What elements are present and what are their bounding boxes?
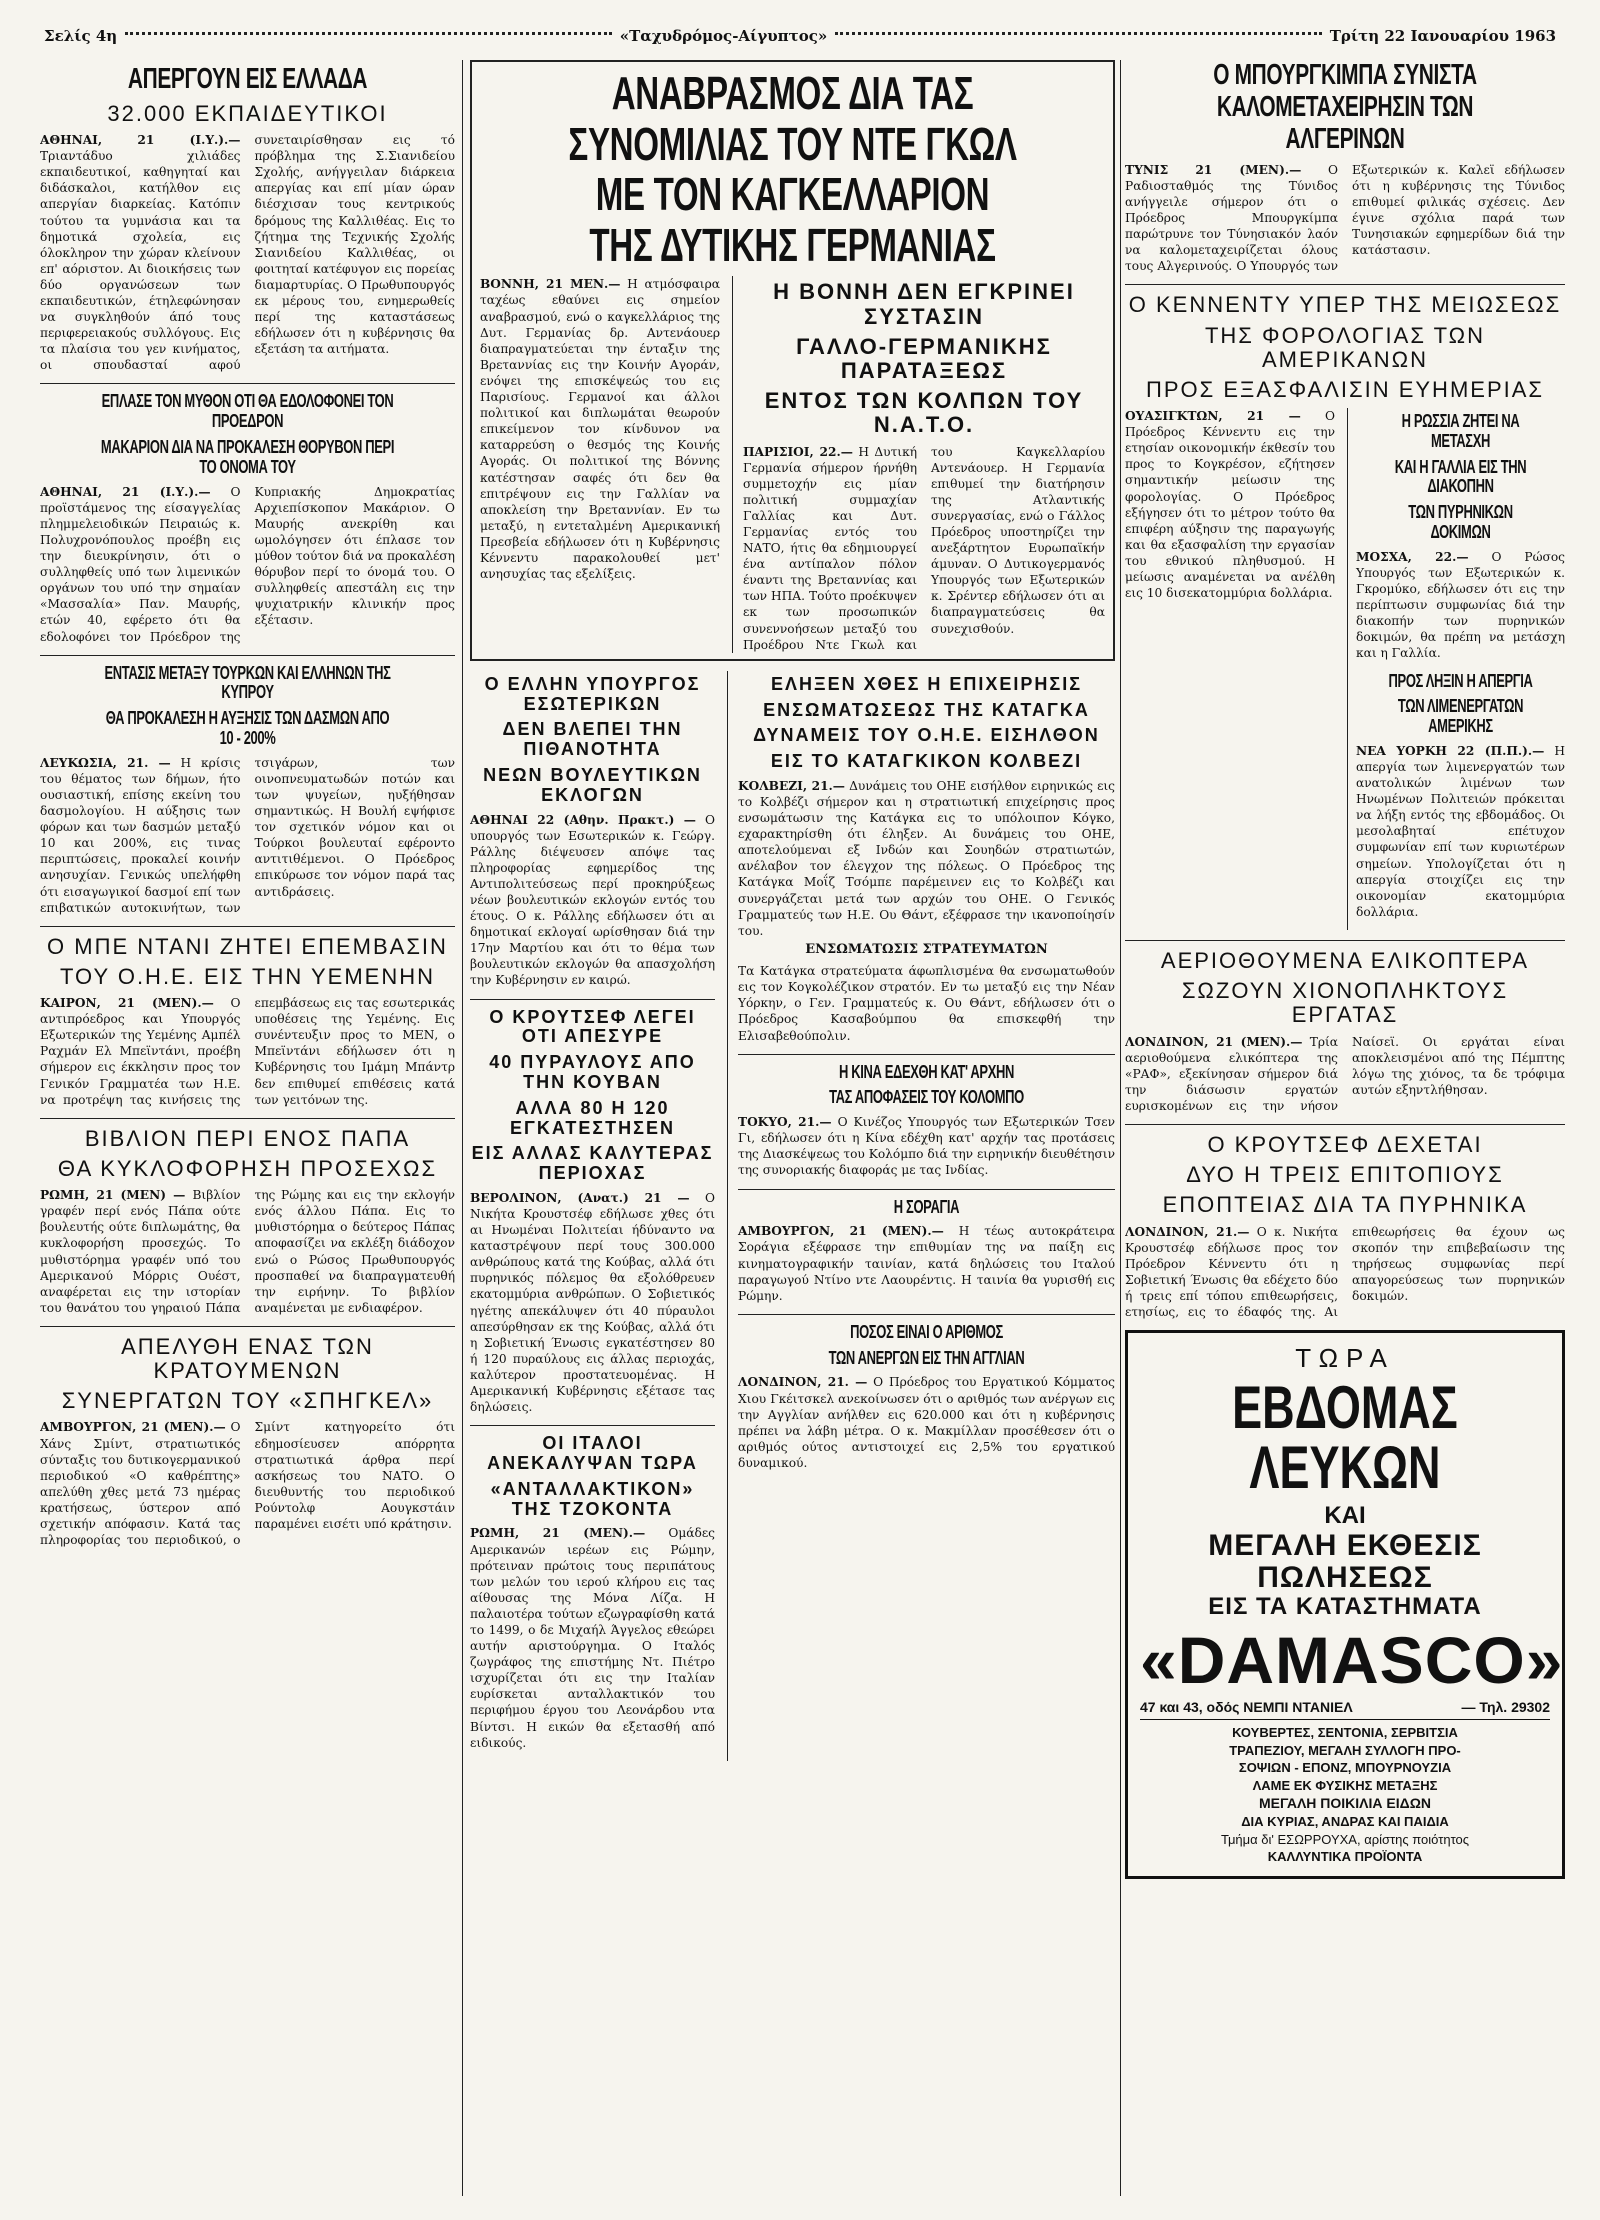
side-articles: [1347, 408, 1565, 930]
section-rule: [470, 999, 715, 1000]
section-rule: [470, 1425, 715, 1426]
article-body: [40, 1187, 455, 1316]
article-headline: ΑΛΛΑ 80 Η 120 ΕΓΚΑΤΕΣΤΗΣΕΝ: [510, 1097, 675, 1138]
article-dateline: ΑΘΗΝΑΙ 22 (Αθην. Πρακτ.) —: [470, 812, 696, 827]
article-dateline: ΟΥΑΣΙΓΚΤΩΝ, 21 —: [1125, 409, 1301, 424]
article-body: [743, 444, 1105, 653]
ad-address: 47 και 43, οδός ΝΕΜΠΙ ΝΤΑΝΙΕΛ: [1140, 1699, 1353, 1716]
article-khrushchev-missiles: [470, 1008, 715, 1416]
article-body: [40, 484, 455, 645]
article-text: Ο Ρώσος Υπουργός των Εξωτερικών κ. Γκρομύκο, εδήλωσεν ότι εις την περίπτωσιν συμφωνίας διά την διακοπήν των πυρηνικών δοκιμών, θα πρέπη να μετάσχη και η Γαλλία.: [1356, 549, 1565, 661]
article-dateline: ΝΕΑ ΥΟΡΚΗ 22 (Π.Π.).—: [1356, 743, 1545, 758]
ad-line: ΚΑΙ: [1324, 1502, 1366, 1530]
article-dateline: ΤΥΝΙΣ 21 (ΜΕΝ).—: [1125, 162, 1302, 177]
article-body: [40, 1419, 455, 1548]
article-headline: ΔΕΝ ΒΛΕΠΕΙ ΤΗΝ ΠΙΘΑΝΟΤΗΤΑ: [502, 719, 683, 760]
article-headline: ΕΝΤΟΣ ΤΩΝ ΚΟΛΠΩΝ ΤΟΥ Ν.Α.Τ.Ο.: [764, 388, 1084, 438]
article-headline: Ο ΜΠΕ ΝΤΑΝΙ ΖΗΤΕΙ ΕΠΕΜΒΑΣΙΝ: [47, 933, 448, 959]
damasco-advertisement: [1125, 1330, 1565, 1879]
center-lower: [470, 671, 1115, 1761]
masthead: [44, 22, 1556, 50]
article-body: [1125, 1034, 1565, 1114]
left-column: [40, 60, 455, 2196]
article-body: [40, 132, 455, 373]
article-headline: ΕΝΤΑΣΙΣ ΜΕΤΑΞΥ ΤΟΥΡΚΩΝ ΚΑΙ ΕΛΛΗΝΩΝ ΤΗΣ ΚΥΠΡΟΥ: [104, 662, 391, 703]
article-china-colombo: [738, 1063, 1115, 1179]
section-rule: [40, 655, 455, 656]
article-headline: ΤΩΝ ΑΝΕΡΓΩΝ ΕΙΣ ΤΗΝ ΑΓΓΛΙΑΝ: [828, 1347, 1025, 1368]
article-headline: 40 ΠΥΡΑΥΛΟΥΣ ΑΠΟ ΤΗΝ ΚΟΥΒΑΝ: [489, 1052, 696, 1092]
column-divider: [462, 60, 463, 2196]
lead-layout: [480, 276, 1105, 652]
article-dateline: ΑΜΒΟΥΡΓΟΝ, 21 (ΜΕΝ).—: [40, 1420, 226, 1435]
section-rule: [40, 1118, 455, 1119]
article-headline: ΤΗΣ ΦΟΡΟΛΟΓΙΑΣ ΤΩΝ ΑΜΕΡΙΚΑΝΩΝ: [1204, 322, 1486, 372]
article-text: Ο Κινέζος Υπουργός των Εξωτερικών Τσεν Γι, εδήλωσεν ότι η Κίνα εδέχθη κατ' αρχήν τας προτάσεις της Διασκέψεως του Κολόμπο διά την ειρηνικήν διευθέτησιν της συνοριακής διαφοράς με τας Ινδίας.: [738, 1115, 1115, 1178]
article-greek-interior: [470, 675, 715, 989]
article-headline: Ο ΜΠΟΥΡΓΚΙΜΠΑ ΣΥΝΙΣΤΑ: [1213, 60, 1477, 91]
ad-line: ΤΡΑΠΕΖΙΟΥ, ΜΕΓΑΛΗ ΣΥΛΛΟΓΗ ΠΡΟ-: [1229, 1742, 1461, 1758]
subheading: ΕΝΣΩΜΑΤΩΣΙΣ ΣΤΡΑΤΕΥΜΑΤΩΝ: [805, 941, 1048, 957]
article-dateline: ΚΑΙΡΟΝ, 21 (ΜΕΝ).—: [40, 996, 214, 1011]
article-dateline: ΑΜΒΟΥΡΓΟΝ, 21 (ΜΕΝ).—: [738, 1224, 944, 1239]
article-dateline: ΚΟΛΒΕΖΙ, 21.—: [738, 778, 845, 793]
issue-date: Τρίτη 22 Ιανουαρίου 1963: [1329, 27, 1557, 45]
article-dateline: ΑΘΗΝΑΙ, 21 (Ι.Υ.).—: [40, 133, 241, 148]
section-rule: [1125, 1124, 1565, 1125]
article-yemen: [40, 935, 455, 1108]
article-headline: ΤΑΣ ΑΠΟΦΑΣΕΙΣ ΤΟΥ ΚΟΛΟΜΠΟ: [829, 1087, 1024, 1108]
article-dateline: ΒΕΡΟΛΙΝΟΝ, (Ανατ.) 21 —: [470, 1190, 690, 1205]
ad-line: ΜΕΓΑΛΗ ΕΚΘΕΣΙΣ ΠΩΛΗΣΕΩΣ: [1208, 1529, 1482, 1594]
article-headline: ΜΑΚΑΡΙΟΝ ΔΙΑ ΝΑ ΠΡΟΚΑΛΕΣΗ ΘΟΡΥΒΟΝ ΠΕΡΙ ΤΟ ΟΝΟΜΑ ΤΟΥ: [100, 437, 395, 477]
article-text: Ο Νικήτα Κρουστσέφ εδήλωσε χθες ότι αι Ηνωμέναι Πολιτείαι ήδύναντο να καταστρέψουν περί τους 300.000 ανθρώπους κατά της Κούβας, αλλά ότι πυρηνικός πόλεμος θα εξολόθρευεν εκατομμύρια ανθρώπων. Ο Σοβιετικός ηγέτης απεκάλυψεν ότι 40 πύραυλοι απεσύρθησαν εκ της Κούβας, αλλά ότι η Σοβιετική Ένωσις εγκατέστησεν 80 ή 120 πυραύλους εις άλλας περιοχάς, καλύτερον προστατευομένας. Η Αμερικανική Κυβέρνησις εξέτασε τας δηλώσεις.: [470, 1190, 715, 1415]
article-dateline: ΡΩΜΗ, 21 (ΜΕΝ) —: [40, 1188, 193, 1203]
section-rule: [738, 1054, 1115, 1055]
article-bourguiba: [1125, 60, 1565, 274]
article-headline: ΔΥΟ Η ΤΡΕΙΣ ΕΠΙΤΟΠΙΟΥΣ: [1186, 1162, 1504, 1188]
article-headline: ΚΑΛΟΜΕΤΑΧΕΙΡΗΣΙΝ ΤΩΝ ΑΛΓΕΡΙΝΩΝ: [1216, 90, 1474, 155]
article-body: [738, 1374, 1115, 1471]
article-text: Ο Χάνς Σμίντ, στρατιωτικός σύνταξις του δυτικογερμανικού περιοδικού «Ο καθρέπτης» απελύθη χθες μετά 73 ημέρας κρατήσεως, ύστερον από σχετικήν απόφασιν. Κατά τας πληροφορίας του περιοδικού, ο Σμίντ κατηγορείτο ότι εδημοσίευσεν απόρρητα στρατιωτικά άρθρα περί ασκήσεως του ΝΑΤΟ. Ο διευθυντής του περιοδικού Ρούντολφ Αουγκστάιν παραμένει εισέτι υπό κράτησιν.: [40, 1420, 455, 1548]
column-divider: [1120, 60, 1121, 2196]
section-rule: [1125, 284, 1565, 285]
article-headline: ΠΡΟΣ ΛΗΞΙΝ Η ΑΠΕΡΓΙΑ: [1388, 670, 1533, 691]
article-headline: ΑΕΡΙΟΘΟΥΜΕΝΑ ΕΛΙΚΟΠΤΕΡΑ: [1160, 947, 1530, 973]
article-body: [1356, 549, 1565, 662]
ad-line: ΣΟΨΙΩΝ - ΕΠΟΝΖ, ΜΠΟΥΡΝΟΥΖΙΑ: [1238, 1760, 1452, 1776]
ad-line: ΕΙΣ ΤΑ ΚΑΤΑΣΤΗΜΑΤΑ: [1208, 1593, 1482, 1621]
center-column: [470, 60, 1115, 2196]
article-headline: ΕΛΗΞΕΝ ΧΘΕΣ Η ΕΠΙΧΕΙΡΗΣΙΣ: [770, 673, 1083, 694]
article-headline: «ΑΝΤΑΛΛΑΚΤΙΚΟΝ» ΤΗΣ ΤΖΟΚΟΝΤΑ: [490, 1478, 695, 1519]
article-headline: Ο ΚΡΟΥΤΣΕΦ ΛΕΓΕΙ ΟΤΙ ΑΠΕΣΥΡΕ: [489, 1006, 696, 1047]
section-rule: [1125, 940, 1565, 941]
article-text: Η ατμόσφαιρα ταχέως εθαύνει εις σημείον αναβρασμού, ενώ ο καγκελλάριος της Δυτ. Γερμανίας δρ. Αντενάουερ διαπραγματεύεται την ένταξιν της Βρεταννίας εις την Κοινήν Αγοράν, ενόψει της επισκέψεώς του εις Παρισίους. Γερμανοί και άλλοι πολιτικοί και διπλωμάται θεωρούν επικείμενον τον κίνδυνον να καταρρεύση ο θεσμός της Κοινής Αγοράς. Οι πολιτικοί της Βόννης κατέστησαν σαφές ότι δεν θα επιτρέψουν εις την Γαλλίαν να αποκλείση την Βρεταννίαν. Εν τω μεταξύ, η εντεταλμένη Αμερικανική Πρεσβεία εδήλωσεν ότι η Κυβέρνησις Κέννεντυ παρακολουθεί μετ' ανησυχίας τας εξελίξεις.: [480, 277, 720, 582]
article-cyprus-tension: [40, 664, 455, 916]
article-makarios-myth: [40, 392, 455, 644]
article-headline: ΟΙ ΙΤΑΛΟΙ ΑΝΕΚΑΛΥΨΑΝ ΤΩΡΑ: [487, 1433, 698, 1474]
article-unemployment: [738, 1323, 1115, 1471]
article-headline: ΣΥΝΕΡΓΑΤΩΝ ΤΟΥ «ΣΠΗΓΚΕΛ»: [61, 1388, 434, 1414]
article-body: [470, 1525, 715, 1750]
article-dateline: ΛΟΝΔΙΝΟΝ, 21.—: [1125, 1224, 1250, 1239]
article-headline: Ο ΚΕΝΝΕΝΤΥ ΥΠΕΡ ΤΗΣ ΜΕΙΩΣΕΩΣ: [1128, 292, 1562, 318]
article-headline: ΒΙΒΛΙΟΝ ΠΕΡΙ ΕΝΟΣ ΠΑΠΑ: [84, 1125, 411, 1151]
ad-contact: [1140, 1699, 1550, 1720]
article-text: Ο προϊστάμενος της είσαγγελίας πλημμελειοδικών Πειραιώς κ. Πολυχρονόπουλος προέβη εις την διευκρίνησιν, ότι ο συλληφθείς υπό των λιμενικών οργάνων του υπό την σημαίαν «Μασσαλία» Παν. Μαυρής, ετών 40, εφέρετο ότι θα εδολοφόνει τον Πρόεδρον της Κυπριακής Δημοκρατίας Αρχιεπίσκοπον Μακάριον. Ο Μαυρής ανεκρίθη και ωμολόγησεν ότι έπλασε τον μύθον τούτον διά να προκαλέση θόρυβον περί το όνομά του. Ο συλληφθείς απεστάλη εις την ψυχιατρικήν κλινικήν προς εξέτασιν.: [40, 484, 455, 644]
article-text: Η τέως αυτοκράτειρα Σοράγια εξέφρασε την επιθυμίαν της να παίξη εις κινηματογραφικήν ταινίαν, κατά δηλώσεις του Ιταλού παραγωγού Ντίνο ντε Λαουρέντις. Η ταινία θα γυρισθή εις Ρώμην.: [738, 1224, 1115, 1303]
article-headline: ΕΠΛΑΣΕ ΤΟΝ ΜΥΘΟΝ ΟΤΙ ΘΑ ΕΔΟΛΟΦΟΝΕΙ ΤΟΝ ΠΡΟΕΔΡΟΝ: [101, 391, 394, 432]
article-strike-greece: [40, 64, 455, 373]
article-body: [1356, 743, 1565, 920]
masthead-rule: [125, 32, 612, 35]
article-soraya: [738, 1198, 1115, 1304]
ad-line: ΛΑΜΕ ΕΚ ΦΥΣΙΚΗΣ ΜΕΤΑΞΗΣ: [1252, 1777, 1438, 1793]
ad-line: ΚΟΥΒΕΡΤΕΣ, ΣΕΝΤΟΝΙΑ, ΣΕΡΒΙΤΣΙΑ: [1232, 1725, 1458, 1741]
article-text: Ο αντιπρόεδρος και Υπουργός Εξωτερικών της Υεμένης Αμπέλ Ραχμάν Ελ Μπεϊντάνι, προέβη σήμερον εις έκκλησιν προς τον Γενικόν Γραμματέα των Η.Ε. να προτρέψη τας κινήσεις της επεμβάσεως εις τας εσωτερικάς υποθέσεις της Υεμένης. Εις συνέντευξιν προς το ΜΕΝ, ο Μπεϊντάνι εδήλωσεν ότι η Κυβέρνησις του Ιμάμη Μπάντρ δεν επιθυμεί επιθέσεις κατά των γειτόνων της.: [40, 996, 455, 1107]
article-headline: ΕΙΣ ΑΛΛΑΣ ΚΑΛΥΤΕΡΑΣ ΠΕΡΙΟΧΑΣ: [471, 1143, 714, 1184]
article-russia-tests: [1356, 412, 1565, 661]
article-text: Βιβλίον γραφέν περί ενός Πάπα ούτε βουλευτής ούτε διπλωμάτης, θα κυκλοφορήση προσεχώς. Το μυθιστόρημα γραφέν υπό του Αμερικανού Μόρρις Ουέστ, αναφέρεται εις την ιστορίαν του θανάτου του γηραιού Πάπα της Ρώμης και εις την εκλογήν ενός άλλου Πάπα. Εις το μυθιστόρημα ο δεύτερος Πάπας αποφασίζει να εκλέξη διάδοχον ενώ ο Ρώσος Πρωθυπουργός προσπαθεί να διαπραγματευθή την ειρήνην. Το βιβλίον αναμένεται με ενδιαφέρον.: [40, 1188, 455, 1315]
article-dateline: ΛΟΝΔΙΝΟΝ, 21 (ΜΕΝ).—: [1125, 1034, 1303, 1049]
article-body: [738, 1114, 1115, 1178]
article-bonn-nato: [732, 276, 1105, 652]
article-dateline: ΛΕΥΚΩΣΙΑ, 21. —: [40, 755, 171, 770]
ad-phone: — Τηλ. 29302: [1461, 1699, 1550, 1716]
article-katanga: [738, 675, 1115, 1044]
article-kennedy-tax: [1125, 293, 1565, 930]
ad-brand: «DAMASCO»: [1140, 1623, 1564, 1698]
article-text: Ο κ. Νικήτα Κρουστσέφ εδήλωσε προς τον Πρόεδρον Κέννεντυ ότι η Σοβιετική Ένωσις θα εδέχετο δύο ή τρεις επί τόπου επιθεωρήσεις, ετησίως, εις το έδαφός της. Αι επιθεωρήσεις θα έχουν ως σκοπόν την επιβεβαίωσιν της τηρήσεως συμφωνίας περί απαγορεύσεως των πυρηνικών δοκιμών.: [1125, 1224, 1565, 1319]
article-body: [1125, 408, 1335, 930]
article-headline: ΠΟΣΟΣ ΕΙΝΑΙ Ο ΑΡΙΘΜΟΣ: [850, 1321, 1003, 1342]
article-headline: Η ΡΩΣΣΙΑ ΖΗΤΕΙ ΝΑ ΜΕΤΑΣΧΗ: [1401, 411, 1520, 451]
center-left-subcolumn: [470, 671, 715, 1761]
section-rule: [738, 1314, 1115, 1315]
article-text: Η κρίσις του θέματος των δήμων, ήτο ουσιαστική, επίσης εκείνη του δασμολογίου. Η αύξησις των φόρων και των δασμών μεταξύ 10 και 200%, εις τινας περιπτώσεις, προκαλεί κοινήν ανησυχίαν. Γενικώς υπελήφθη ότι εισαγωγικοί δασμοί επί των επιβατικών αυτοκινήτων, των τσιγάρων, των οινοπνευματωδών ποτών και των ψυγείων, ηυξήθησαν σημαντικώς. Η Βουλή εψήφισε τον σχετικόν νόμον και οι Τούρκοι βουλευταί εφέροντο αντιτιθέμενοι. Ο Πρόεδρος επικύρωσε τον νόμον παρά τας αντιδράσεις.: [40, 755, 455, 915]
article-headline: ΓΑΛΛΟ-ΓΕΡΜΑΝΙΚΗΣ ΠΑΡΑΤΑΞΕΩΣ: [796, 333, 1052, 383]
article-headline: Η ΚΙΝΑ ΕΔΕΧΘΗ ΚΑΤ' ΑΡΧΗΝ: [838, 1061, 1015, 1082]
article-headline: ΑΠΕΡΓΟΥΝ ΕΙΣ ΕΛΛΑΔΑ: [127, 63, 368, 95]
article-body: [470, 1190, 715, 1415]
section-rule: [40, 926, 455, 927]
article-text: Ο Πρόεδρος Κέννεντυ εις την ετησίαν οικονομικήν έκθεσίν του προς το Κογκρέσον, εζήτησεν σημαντικήν μείωσιν της φορολογίας. Ο Πρόεδρος εξήγησεν ότι το μέτρον τούτο θα επιφέρη αύξησιν της παραγωγής και θα εξασφαλίση την εργασίαν του εθνικού πληθυσμού. Η μείωσις αναμένεται να ανέλθη εις 10 δισεκατομμύρια δολλάρια.: [1125, 409, 1335, 601]
section-rule: [738, 1189, 1115, 1190]
article-helicopters: [1125, 949, 1565, 1114]
ad-line: ΚΑΛΛΥΝΤΙΚΑ ΠΡΟΪΟΝΤΑ: [1267, 1849, 1423, 1865]
article-dateline: ΑΘΗΝΑΙ, 21 (Ι.Υ.).—: [40, 484, 211, 499]
article-headline: Ο ΕΛΛΗΝ ΥΠΟΥΡΓΟΣ ΕΣΩΤΕΡΙΚΩΝ: [484, 673, 701, 714]
article-text: Η απεργία των λιμενεργατών των ανατολικών λιμένων των Ηνωμένων Πολιτειών πρόκειται να λήξη εντός της εβδομάδος. Οι μεσολαβηταί επέτυχον συμφωνίαν επί των κυριωτέρων σημείων. Υπολογίζεται ότι η απεργία στοιχίζει εις την οικονομίαν εκατομμύρια δολλάρια.: [1356, 743, 1565, 919]
article-headline: Ο ΚΡΟΥΤΣΕΦ ΔΕΧΕΤΑΙ: [1207, 1131, 1483, 1157]
article-text: Τριαντάδυο χιλιάδες εκπαιδευτικοί, καθηγηταί και διδάσκαλοι, κατήλθον εις απεργίαν διαρκείας. Κατόπιν τούτου τα γυμνάσια και τα δημοτικά σχολεία, εις όλοκληρον την χώραν κλείνουν επ' αόριστον. Αι διοικήσεις των δύο οργανώσεων των εκπαιδευτικών, έτηλεφώνησαν να συγκληθούν άπό τους περιφερειακούς συλλόγους. Εις τα πλαίσια του γεν κινήματος, οι σπουδασταί αφού συνεταιρίσθησαν εις τό πρόβλημα της Σ.Σιανιδείου Σχολής, ανήγγειλαν διάρκεια απεργίας και επί μίαν ώραν διέσχισαν τους κεντρικούς δρόμους της Καλλιθέας. Εις το ζήτημα της Τεχνικής Σχολής Σιανιδείου Καλλιθέας, οι φοιτηταί κατέφυγον εις πορείας διαμαρτυρίας. Ο Πρωθυπουργός εκ μέρους του, ενημερωθείς περί της καταστάσεως εδήλωσεν ότι η κυβέρνησις θα εξετάση τα αιτήματα.: [40, 133, 455, 373]
article-body: [40, 755, 455, 916]
article-headline: ΑΠΕΛΥΘΗ ΕΝΑΣ ΤΩΝ ΚΡΑΤΟΥΜΕΝΩΝ: [121, 1333, 374, 1384]
article-headline: Η ΒΟΝΝΗ ΔΕΝ ΕΓΚΡΙΝΕΙ ΣΥΣΤΑΣΙΝ: [773, 279, 1075, 329]
article-headline: ΔΥΝΑΜΕΙΣ ΤΟΥ Ο.Η.Ε. ΕΙΣΗΛΘΟΝ: [753, 725, 1100, 746]
article-dateline: ΛΟΝΔΙΝΟΝ, 21. —: [738, 1375, 868, 1390]
article-body: [480, 276, 720, 652]
article-headline: ΕΙΣ ΤΟ ΚΑΤΑΓΚΙΚΟΝ ΚΟΛΒΕΖΙ: [770, 751, 1083, 772]
article-dateline: ΡΩΜΗ, 21 (ΜΕΝ).—: [470, 1526, 646, 1541]
article-text: Η Δυτική Γερμανία σήμερον ήρνήθη συμμετοχήν εις μίαν πολιτική συμμαχίαν Γαλλίας και Δυτ. Γερμανίας εντός του ΝΑΤΟ, ήτις θα εδημιουργεί ένα αντίπαλον πόλον έναντι της Βρεταννίας και των ΗΠΑ. Τούτο προέκυψεν εκ των προσωπικών συνεννοήσεων μεταξύ του Προέδρου Ντε Γκωλ και του Καγκελλαρίου Αντενάουερ. Η Γερμανία επιθυμεί την διατήρησιν της Ατλαντικής συνεργασίας, ενώ ο Γάλλος Πρόεδρος υποστηρίζει την ανεξάρτητον Ευρωπαϊκήν άμυναν. Ο Δυτικογερμανός Υπουργός των Εξωτερικών κ. Σρέντερ εδήλωσεν ότι αι διαπραγματεύσεις θα συνεχισθούν.: [743, 444, 1105, 652]
article-dateline: ΤΟΚΥΟ, 21.—: [738, 1115, 832, 1130]
article-dock-strike: [1356, 672, 1565, 920]
article-dateline: ΜΟΣΧΑ, 22.—: [1356, 549, 1469, 564]
article-text: Δυνάμεις του ΟΗΕ εισήλθον ειρηνικώς εις το Κολβέζι σήμερον και η στρατιωτική επιχείρησις προς ενσωμάτωσιν της Κατάγκα εις το υπόλοιπον Κόγκο, εχαρακτηρίσθη ότι έληξεν. Αι δυνάμεις του ΟΗΕ, αποτελούμεναι εξ Ινδών και Σουηδών στρατιωτών, ανέλαβον τον έλεγχον της πόλεως. Ο Πρόεδρος της Κατάγκα Μοΐζ Τσόμπε παρέμεινεν εις το Κολβέζι και συνεργάζεται μετά των αρχών του ΟΗΕ. Ο Γενικός Γραμματεύς των Η.Ε. Ου Θάντ, εξέφρασε την ικανοποίησίν του.: [738, 778, 1115, 938]
masthead-rule: [835, 32, 1322, 35]
article-text: Ο Ραδιοσταθμός της Τύνιδος ανήγγειλε σήμερον ότι ο Πρόεδρος Μπουργκίμπα παρώτρυνε τον Τύνησιακόν λαόν να καλομεταχειρίζεται όλους τους Αλγερινούς. Ο Υπουργός των Εξωτερικών κ. Καλεϊ εδήλωσεν ότι η κυβέρνησις της Τύνιδος επιθυμεί φιλικάς σχέσεις. Δεν έγινε σχόλια παρά των Τυνησιακών εφημερίδων διά την κατάστασιν.: [1125, 162, 1565, 274]
article-body: [738, 778, 1115, 939]
article-body: [40, 995, 455, 1108]
article-headline: ΘΑ ΠΡΟΚΑΛΕΣΗ Η ΑΥΞΗΣΙΣ ΤΩΝ ΔΑΣΜΩΝ ΑΠΟ 10 - 200%: [105, 708, 390, 748]
page-number: Σελίς 4η: [44, 27, 118, 45]
article-headline: ΘΑ ΚΥΚΛΟΦΟΡΗΣΗ ΠΡΟΣΕΧΩΣ: [57, 1155, 438, 1181]
article-dateline: ΒΟΝΝΗ, 21 ΜΕΝ.—: [480, 277, 621, 292]
article-body: [1125, 1224, 1565, 1321]
section-rule: [40, 1326, 455, 1327]
article-pope-book: [40, 1127, 455, 1316]
article-text: Ομάδες Αμερικανών ιερέων εις Ρώμην, πρότειναν πρώτοις τους περιπάτους των μελών του ιερού κλήρου εις τας αίθουσας της Μόνα Λίζα. Η παλαιοτέρα τούτων εζωγραφίσθη κατά το 1499, ο δε Μιχαήλ Άγγελος εθεώρει αυτήν αριστούργημα. Ο Ιταλός ζωγράφος της επιστήμης Ντ. Πιέτρο ισχυρίζεται ότι εις την Ιταλίαν ευρίσκεται ανταλλακτικόν του περιφήμου έργου του Λεονάρδου ντα Βίντσι. Η εικών θα εξετασθή από ειδικούς.: [470, 1526, 716, 1750]
lead-headline: ΜΕ ΤΟΝ ΚΑΓΚΕΛΛΑΡΙΟΝ ΤΗΣ ΔΥΤΙΚΗΣ ΓΕΡΜΑΝΙΑΣ: [589, 168, 996, 271]
article-headline: ΚΑΙ Η ΓΑΛΛΙΑ ΕΙΣ ΤΗΝ ΔΙΑΚΟΠΗΝ: [1394, 456, 1527, 497]
article-headline: ΠΡΟΣ ΕΞΑΣΦΑΛΙΣΙΝ ΕΥΗΜΕΡΙΑΣ: [1145, 376, 1545, 402]
section-rule: [40, 383, 455, 384]
article-headline: ΣΩΖΟΥΝ ΧΙΟΝΟΠΛΗΚΤΟΥΣ ΕΡΓΑΤΑΣ: [1181, 978, 1509, 1028]
article-spiegel: [40, 1335, 455, 1548]
article-dateline: ΠΑΡΙΣΙΟΙ, 22.—: [743, 444, 853, 459]
article-text: Τα Κατάγκα στρατεύματα άφωπλισμένα θα ενσωματωθούν εις τον Κογκολέζικον στρατόν. Εν τω μεταξύ εις την Νέαν Υόρκην, ο Γεν. Γραμματεύς κ. Ου Θάντ, εδήλωσεν ότι ο Πρόεδρος Κασαβούμπου θα επισκεφθή την Ελισαβεθούπολιν.: [738, 964, 1115, 1043]
article-gioconda: [470, 1434, 715, 1751]
article-text: Τρία αεριοθούμενα ελικόπτερα της «ΡΑΦ», εξεκίνησαν σήμερον διά την διάσωσιν εργατών ευρισκομένων εις την νήσον Ναίσεϊ. Οι εργάται είναι αποκλεισμένοι από της Πέμπτης λόγω της χιόνος, τα δε τρόφιμα αυτών εξηντλήθησαν.: [1125, 1034, 1565, 1113]
ad-line: ΔΙΑ ΚΥΡΙΑΣ, ΑΝΔΡΑΣ ΚΑΙ ΠΑΙΔΙΑ: [1241, 1814, 1449, 1830]
article-headline: ΤΟΥ Ο.Η.Ε. ΕΙΣ ΤΗΝ ΥΕΜΕΝΗΝ: [60, 963, 435, 989]
article-headline: ΕΠΟΠΤΕΙΑΣ ΔΙΑ ΤΑ ΠΥΡΗΝΙΚΑ: [1162, 1192, 1528, 1218]
article-text: Ο Πρόεδρος του Εργατικού Κόμματος Χιου Γκέιτσκελ ανεκοίνωσεν ότι ο αριθμός των ανέργων εις την Αγγλίαν ανήλθεν εις 620.000 και ότι η κυβέρνησις πρέπει να λάβη μέτρα. Ο κ. Μακμίλλαν προσέθεσεν ότι ο αριθμός ούτος αντιστοιχεί εις 2,5% του εργατικού δυναμικού.: [738, 1375, 1115, 1470]
article-text: Ο υπουργός των Εσωτερικών κ. Γεώργ. Ράλλης διέψευσεν απόψε τας πληροφορίας εφημερίδος της Αντιπολιτεύσεως περί προκηρύξεως νέων βουλευτικών εκλογών εντός του έτους. Ο κ. Ράλλης εδήλωσεν ότι αι δημοτικαί εκλογαί ωρίσθησαν διά την 17ην Μαρτίου και ότι το θέμα των βουλευτικών εκλογών θα απασχολήση την Κυβέρνησιν εν καιρώ.: [470, 812, 715, 988]
lead-headline: ΑΝΑΒΡΑΣΜΟΣ ΔΙΑ ΤΑΣ ΣΥΝΟΜΙΛΙΑΣ ΤΟΥ ΝΤΕ ΓΚΩΛ: [568, 67, 1017, 170]
article-body: [470, 812, 715, 989]
ad-line: ΕΒΔΟΜΑΣ ΛΕΥΚΩΝ: [1232, 1374, 1458, 1502]
ad-line: ΤΩΡΑ: [1295, 1343, 1395, 1374]
article-headline: ΤΩΝ ΠΥΡΗΝΙΚΩΝ ΔΟΚΙΜΩΝ: [1408, 502, 1513, 543]
right-column: [1125, 60, 1565, 2196]
article-headline: ΕΝΣΩΜΑΤΩΣΕΩΣ ΤΗΣ ΚΑΤΑΓΚΑ: [763, 699, 1090, 720]
article-headline: ΝΕΩΝ ΒΟΥΛΕΥΤΙΚΩΝ ΕΚΛΟΓΩΝ: [483, 764, 702, 805]
ad-line: ΜΕΓΑΛΗ ΠΟΙΚΙΛΙΑ ΕΙΔΩΝ: [1258, 1795, 1432, 1812]
paper-name: «Ταχυδρόμος-Αίγυπτος»: [619, 27, 828, 45]
article-headline: 32.000 ΕΚΠΑΙΔΕΥΤΙΚΟΙ: [107, 100, 388, 126]
article-body: [1125, 162, 1565, 275]
article-layout: [1125, 408, 1565, 930]
article-headline: ΤΩΝ ΛΙΜΕΝΕΡΓΑΤΩΝ ΑΜΕΡΙΚΗΣ: [1397, 696, 1524, 737]
article-body: [738, 1223, 1115, 1303]
ad-line: Τμήμα δι' ΕΣΩΡΡΟΥΧΑ, αρίστης ποιότητος: [1220, 1831, 1470, 1847]
article-headline: Η ΣΟΡΑΓΙΑ: [893, 1196, 960, 1217]
center-right-subcolumn: [727, 671, 1115, 1761]
article-inspections: [1125, 1133, 1565, 1320]
article-de-gaulle-talks: [470, 60, 1115, 661]
